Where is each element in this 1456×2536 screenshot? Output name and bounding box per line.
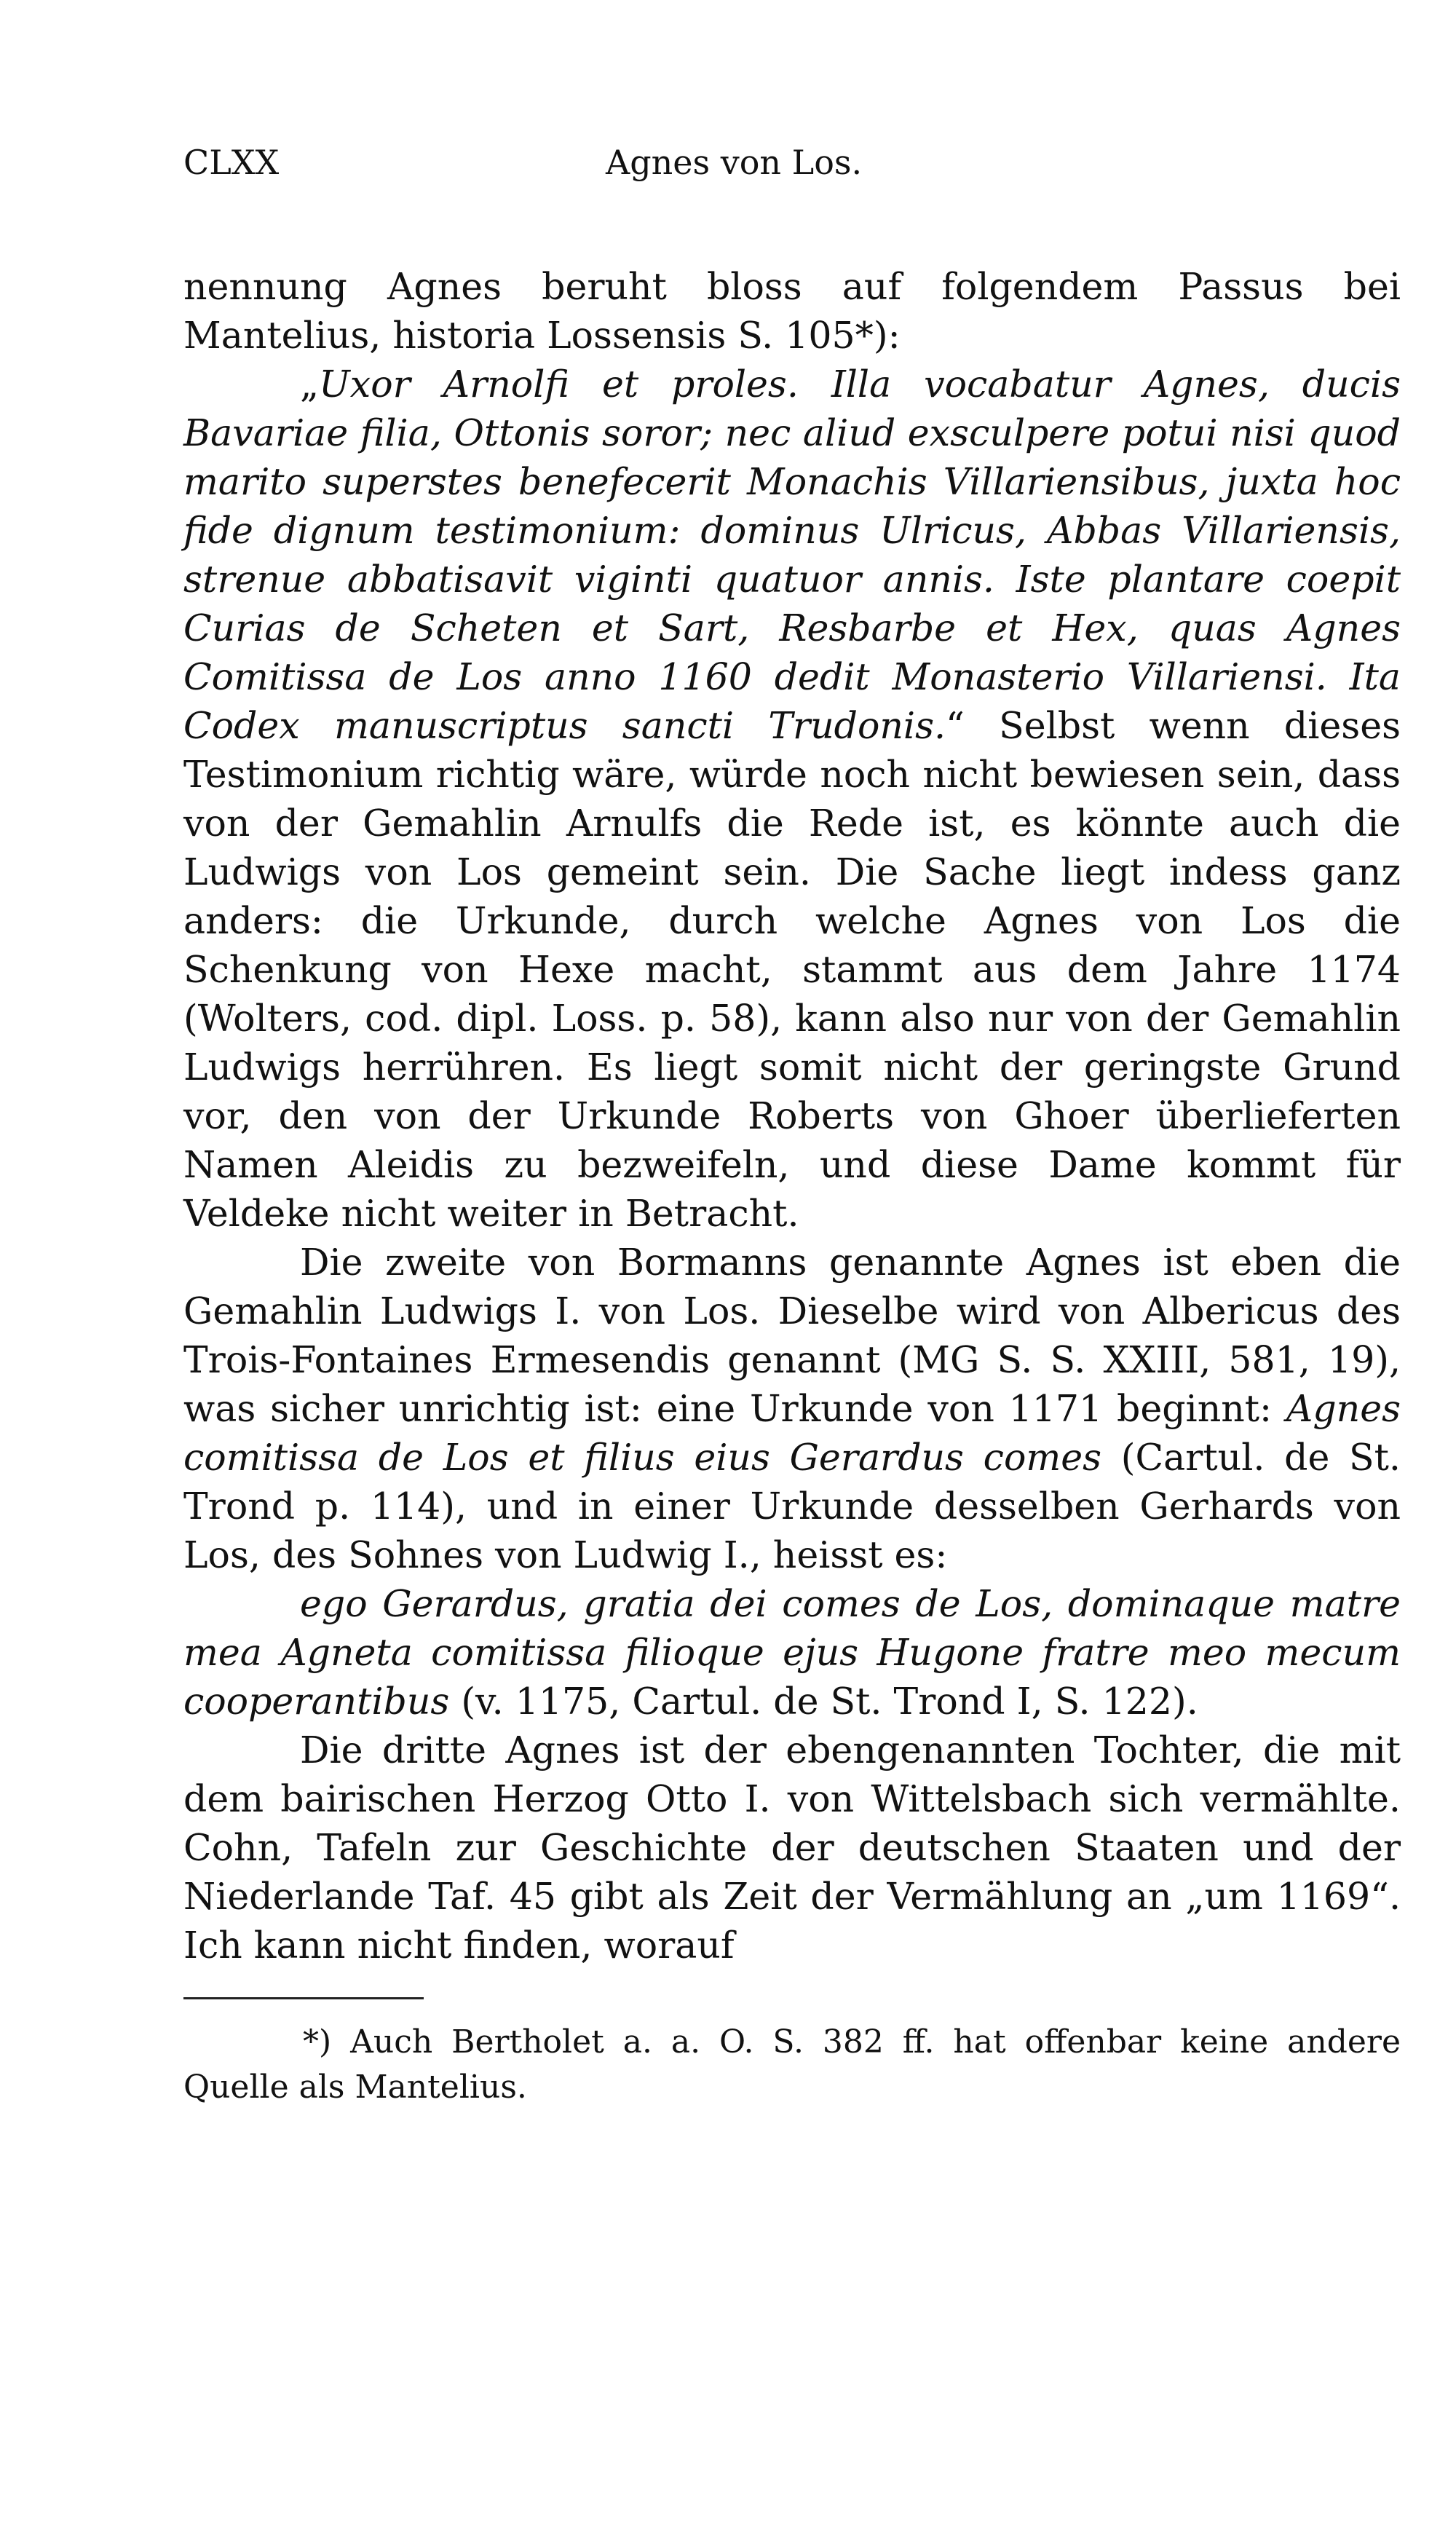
quote-open-mark: „ — [300, 363, 320, 406]
paragraph-text: Selbst wenn dieses Testimonium richtig wäre, würde noch nicht bewiesen sein, dass von der Gemahlin Arnulfs die Rede ist, es könnte auch die Ludwigs von Los gemeint sein. Die Sache liegt indess ganz anders: die Urkunde, durch welche Agnes von Los die Schenkung von Hexe macht, stammt aus dem Jahre 1174 (Wolters, cod. dipl. Loss. p. 58), kann also nur von der Gemahlin Ludwigs herrühren. Es liegt somit nicht der geringste Grund vor, den von der Urkunde Roberts von Ghoer überlieferten Namen Aleidis zu bezweifeln, und diese Dame kommt für Veldeke nicht weiter in Betracht. — [183, 704, 1401, 1235]
footnote — [183, 2020, 1401, 2110]
paragraph-text: (Cartul. de St. Trond p. 114), und in einer Urkunde desselben Gerhards von Los, des Sohnes von Ludwig I., heisst es: — [183, 1436, 1401, 1576]
paragraph-text: Die dritte Agnes ist der ebengenannten Tochter, die mit dem bairischen Herzog Otto I. von Wittelsbach sich vermählte. Cohn, Tafeln zur Geschichte der deutschen Staaten und der Niederlande Taf. 45 gibt als Zeit der Vermählung an „um 1169“. Ich kann nicht finden, worauf — [183, 1729, 1401, 1967]
book-page — [183, 143, 1401, 2142]
paragraph-text: nennung Agnes beruht bloss auf folgendem Passus bei Mantelius, historia Lossensis S. 105*): — [183, 265, 1401, 357]
paragraph-third-agnes — [183, 1726, 1401, 1970]
footnote-text: *) Auch Bertholet a. a. O. S. 382 ff. hat offenbar keine andere Quelle als Mantelius. — [183, 2023, 1401, 2106]
latin-quote: Uxor Arnolfi et proles. Illa vocabatur Agnes, ducis Bavariae filia, Ottonis soror; nec aliud exsculpere potui nisi quod marito superstes benefecerit Monachis Villariensibus, juxta hoc fide dignum testimonium: dominus Ulricus, Abbas Villariensis, strenue abbatisavit viginti quatuor annis. Iste plantare coepit Curias de Scheten et Sart, Resbarbe et Hex, quas Agnes Comitissa de Los anno 1160 dedit Monasterio Villariensi. Ita Codex manuscriptus sancti Trudonis. — [183, 363, 1401, 747]
quote-close-mark: “ — [946, 704, 965, 747]
paragraph-second-agnes — [183, 1238, 1401, 1579]
footnote-divider — [183, 1997, 424, 1999]
paragraph-mantelius-quote — [183, 360, 1401, 1238]
main-text — [183, 262, 1401, 1970]
latin-quote: Agnes comitissa de Los et filius eius Gerardus comes — [183, 1387, 1401, 1479]
latin-quote: ego Gerardus, gratia dei comes de Los, dominaque matre mea Agneta comitissa filioque ejus Hugone fratre meo mecum cooperantibus — [183, 1582, 1401, 1723]
paragraph-text: (v. 1175, Cartul. de St. Trond I, S. 122). — [449, 1680, 1198, 1723]
paragraph-gerardus-quote — [183, 1579, 1401, 1726]
paragraph-text: Die zweite von Bormanns genannte Agnes ist eben die Gemahlin Ludwigs I. von Los. Dieselbe wird von Albericus des Trois-Fontaines Ermesendis genannt (MG S. S. XXIII, 581, 19), was sicher unrichtig ist: eine Urkunde von 1171 beginnt: — [183, 1241, 1401, 1430]
page-number: CLXX — [183, 143, 280, 182]
running-title: Agnes von Los. — [606, 143, 863, 182]
paragraph-continuation — [183, 262, 1401, 360]
running-head — [183, 143, 1401, 194]
